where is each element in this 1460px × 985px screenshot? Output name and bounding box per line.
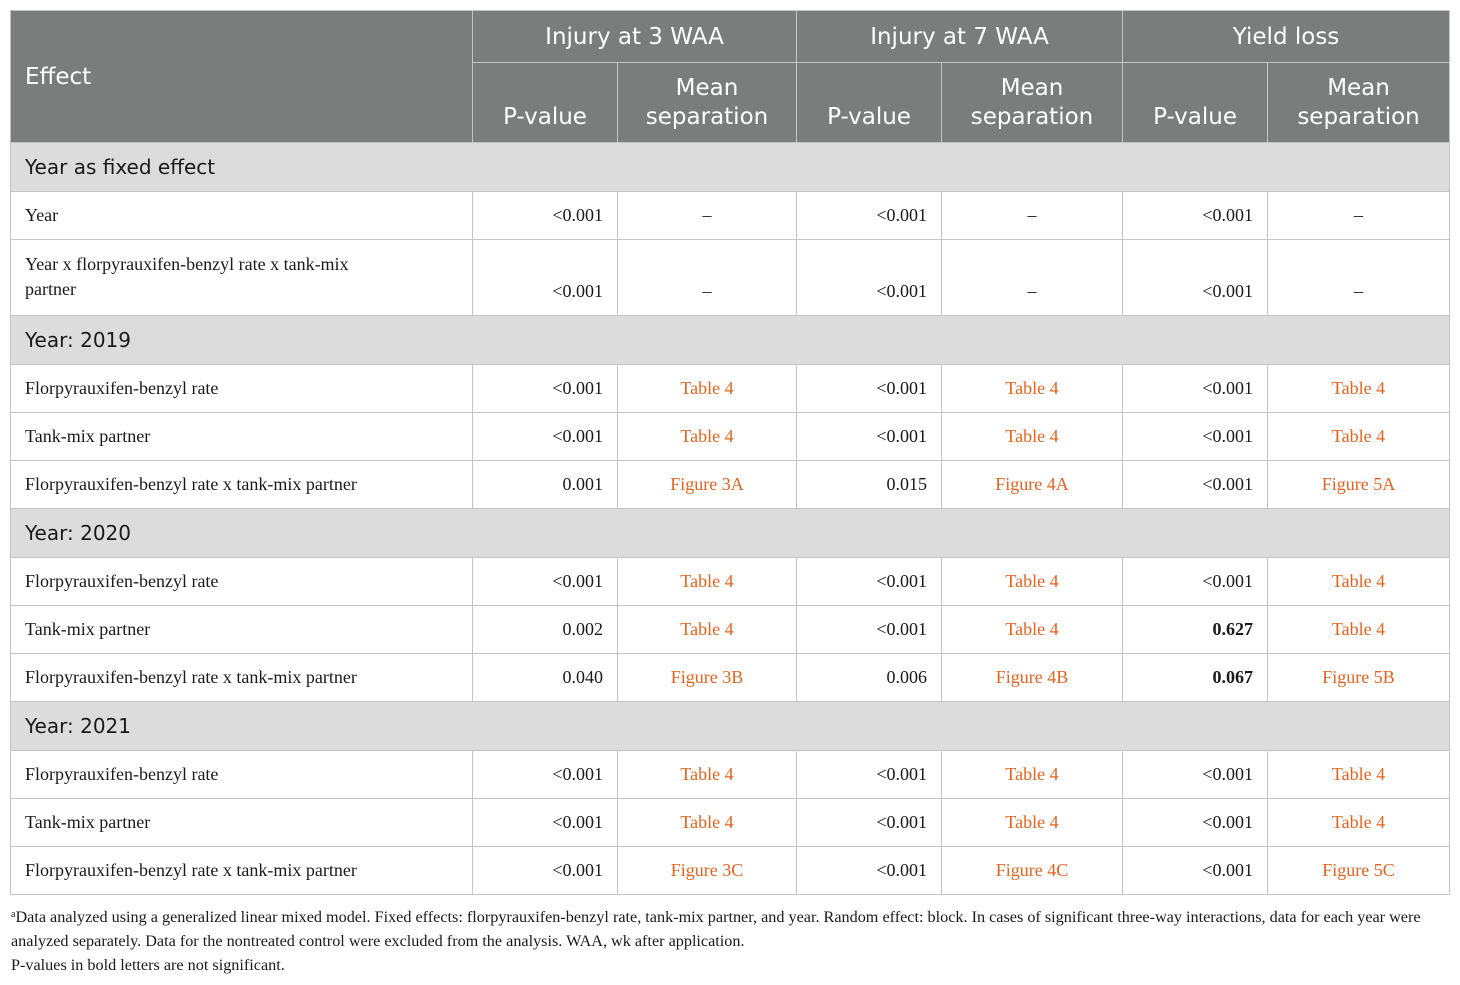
pvalue-cell: <0.001 [473,751,618,799]
pvalue-cell: <0.001 [1123,413,1268,461]
mean-separation-cell: – [1268,240,1450,316]
footnote-marker: a [11,909,16,920]
mean-separation-link[interactable]: Table 4 [618,558,797,606]
effect-label: Florpyrauxifen-benzyl rate [11,365,473,413]
pvalue-cell: <0.001 [797,606,942,654]
table-row [11,413,1450,461]
mean-separation-link[interactable]: Figure 3A [618,461,797,509]
section-title: Year: 2020 [11,509,1450,558]
mean-separation-link[interactable]: Table 4 [942,365,1123,413]
table-row [11,461,1450,509]
table-row [11,558,1450,606]
mean-separation-link[interactable]: Figure 3C [618,847,797,895]
pvalue-cell-not-significant: 0.067 [1123,654,1268,702]
pvalue-cell: <0.001 [1123,240,1268,316]
mean-separation-link[interactable]: Table 4 [1268,751,1450,799]
mean-separation-link[interactable]: Table 4 [942,751,1123,799]
mean-separation-cell: – [618,192,797,240]
mean-separation-link[interactable]: Table 4 [942,799,1123,847]
pvalue-cell: <0.001 [473,799,618,847]
effect-label: Year [11,192,473,240]
section-row [11,143,1450,192]
mean-separation-link[interactable]: Figure 3B [618,654,797,702]
mean-separation-cell: – [1268,192,1450,240]
mean-separation-link[interactable]: Figure 5A [1268,461,1450,509]
table-header [11,11,1450,143]
table-body [11,143,1450,895]
mean-separation-header: Mean separation [1268,63,1450,143]
pvalue-cell: <0.001 [797,751,942,799]
pvalue-header: P-value [473,63,618,143]
effect-label: Florpyrauxifen-benzyl rate x tank-mix partner [11,847,473,895]
pvalue-cell: <0.001 [473,192,618,240]
effect-label: Tank-mix partner [11,799,473,847]
effect-label: Florpyrauxifen-benzyl rate x tank-mix partner [11,461,473,509]
pvalue-cell: <0.001 [797,192,942,240]
pvalue-header: P-value [1123,63,1268,143]
mean-separation-link[interactable]: Table 4 [1268,606,1450,654]
pvalue-cell: <0.001 [1123,365,1268,413]
section-title: Year: 2019 [11,316,1450,365]
effect-label: Florpyrauxifen-benzyl rate x tank-mix partner [11,654,473,702]
section-title: Year: 2021 [11,702,1450,751]
footnote-text: Data analyzed using a generalized linear mixed model. Fixed effects: florpyrauxifen-benzyl rate, tank-mix partner, and year. Random effect: block. In cases of significant three-way interactions, data for each year were analyzed separately. Data for the nontreated control were excluded from the analysis. WAA, wk after application. [11,908,1421,950]
table-row [11,847,1450,895]
table-row [11,240,1450,316]
pvalue-cell: 0.040 [473,654,618,702]
table-row [11,365,1450,413]
pvalue-cell: <0.001 [797,240,942,316]
effect-label: Florpyrauxifen-benzyl rate [11,751,473,799]
pvalue-cell: <0.001 [1123,558,1268,606]
mean-separation-cell: – [942,192,1123,240]
mean-separation-link[interactable]: Table 4 [1268,558,1450,606]
anova-table [10,10,1450,895]
mean-separation-link[interactable]: Figure 5B [1268,654,1450,702]
effect-label: Tank-mix partner [11,413,473,461]
effect-label: Florpyrauxifen-benzyl rate [11,558,473,606]
pvalue-cell-not-significant: 0.627 [1123,606,1268,654]
effect-label: Tank-mix partner [11,606,473,654]
table-footnotes [11,903,1456,977]
mean-separation-link[interactable]: Table 4 [942,413,1123,461]
group-header-yield-loss: Yield loss [1123,11,1450,63]
effect-column-header: Effect [11,11,473,143]
pvalue-cell: 0.006 [797,654,942,702]
pvalue-cell: <0.001 [1123,192,1268,240]
mean-separation-cell: – [618,240,797,316]
pvalue-cell: <0.001 [797,847,942,895]
table-row [11,606,1450,654]
table-row [11,751,1450,799]
section-row [11,316,1450,365]
pvalue-cell: <0.001 [473,558,618,606]
effect-label [11,240,473,316]
significance-note: P-values in bold letters are not significant. [11,956,285,974]
pvalue-cell: <0.001 [797,558,942,606]
mean-separation-link[interactable]: Table 4 [618,751,797,799]
pvalue-cell: <0.001 [797,365,942,413]
pvalue-cell: <0.001 [473,847,618,895]
pvalue-cell: 0.001 [473,461,618,509]
mean-separation-link[interactable]: Table 4 [1268,365,1450,413]
mean-separation-link[interactable]: Table 4 [618,365,797,413]
pvalue-header: P-value [797,63,942,143]
table-row [11,192,1450,240]
mean-separation-link[interactable]: Table 4 [618,606,797,654]
mean-separation-link[interactable]: Figure 5C [1268,847,1450,895]
mean-separation-link[interactable]: Figure 4C [942,847,1123,895]
mean-separation-link[interactable]: Table 4 [942,606,1123,654]
mean-separation-link[interactable]: Table 4 [618,413,797,461]
section-title: Year as fixed effect [11,143,1450,192]
mean-separation-link[interactable]: Table 4 [942,558,1123,606]
pvalue-cell: <0.001 [473,365,618,413]
pvalue-cell: <0.001 [473,413,618,461]
mean-separation-header: Mean separation [618,63,797,143]
footnote-a [11,903,1456,953]
pvalue-cell: 0.015 [797,461,942,509]
table-row [11,799,1450,847]
mean-separation-link[interactable]: Figure 4B [942,654,1123,702]
group-header-injury-7waa: Injury at 7 WAA [797,11,1123,63]
table-row [11,654,1450,702]
pvalue-cell: <0.001 [1123,751,1268,799]
effect-label-text: Year x florpyrauxifen-benzyl rate x tank-mix partner [25,254,349,299]
mean-separation-header: Mean separation [942,63,1123,143]
pvalue-cell: <0.001 [797,799,942,847]
mean-separation-link[interactable]: Table 4 [1268,799,1450,847]
mean-separation-link[interactable]: Table 4 [618,799,797,847]
pvalue-cell: <0.001 [797,413,942,461]
section-row [11,509,1450,558]
pvalue-cell: <0.001 [473,240,618,316]
pvalue-cell: <0.001 [1123,847,1268,895]
section-row [11,702,1450,751]
mean-separation-cell: – [942,240,1123,316]
group-header-injury-3waa: Injury at 3 WAA [473,11,797,63]
pvalue-cell: <0.001 [1123,461,1268,509]
mean-separation-link[interactable]: Table 4 [1268,413,1450,461]
pvalue-cell: 0.002 [473,606,618,654]
mean-separation-link[interactable]: Figure 4A [942,461,1123,509]
pvalue-cell: <0.001 [1123,799,1268,847]
